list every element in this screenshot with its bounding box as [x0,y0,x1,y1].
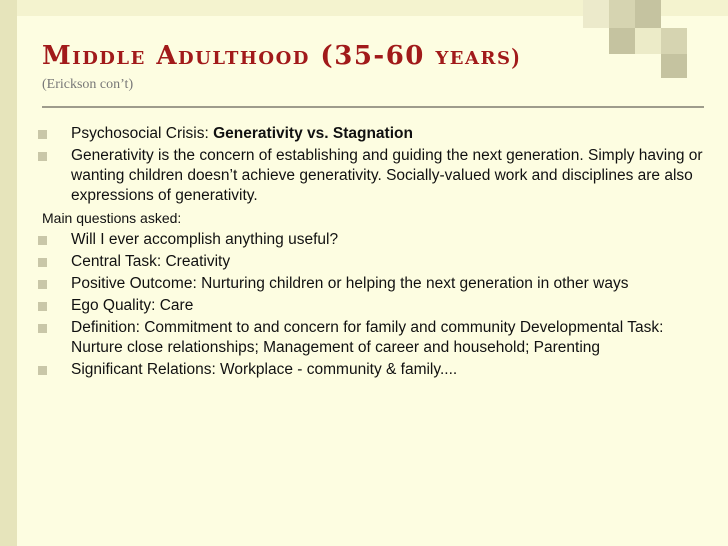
square-bullet-icon [38,130,47,139]
bullet-item [34,318,709,358]
bullet-item [34,296,709,316]
title-divider [42,106,704,108]
square-bullet-icon [38,366,47,375]
bullet-item-crisis [34,124,709,144]
square-bullet-icon [38,236,47,245]
bullet-item [34,252,709,272]
square-bullet-icon [38,302,47,311]
slide-subtitle: (Erickson con’t) [42,77,134,92]
slide-title [42,41,519,71]
bullet-text: Central Task: Creativity [71,253,231,270]
bullet-text: Will I ever accomplish anything useful? [71,231,339,248]
square-bullet-icon [38,324,47,333]
bullet-text: Significant Relations: Workplace - community & family.... [71,361,458,378]
left-decor-bar [0,0,17,546]
crisis-label: Psychosocial Crisis: [71,125,214,142]
bullet-item [34,360,709,380]
slide-title-paren: ) [511,44,520,69]
crisis-value: Generativity vs. Stagnation [213,125,413,142]
generativity-text: Generativity is the concern of establishing and guiding the next generation. Simply having or wanting children doesn’t achieve generativity. Socially-valued work and disciplines are also expressions of generativity. [71,147,703,204]
square-bullet-icon [38,280,47,289]
square-bullet-icon [38,152,47,161]
bullet-item-generativity [34,146,709,206]
main-questions-label: Main questions asked: [42,210,182,226]
bullet-item [34,274,709,294]
slide-body [34,124,709,382]
bullet-text: Definition: Commitment to and concern for family and community Developmental Task: Nurture close relationships; Management of career and household; Parenting [71,319,664,356]
bullet-item [34,230,709,250]
square-bullet-icon [38,258,47,267]
slide-title-main: Middle Adulthood (35-60 years [42,41,512,71]
bullet-text: Ego Quality: Care [71,297,194,314]
bullet-text: Positive Outcome: Nurturing children or helping the next generation in other ways [71,275,629,292]
